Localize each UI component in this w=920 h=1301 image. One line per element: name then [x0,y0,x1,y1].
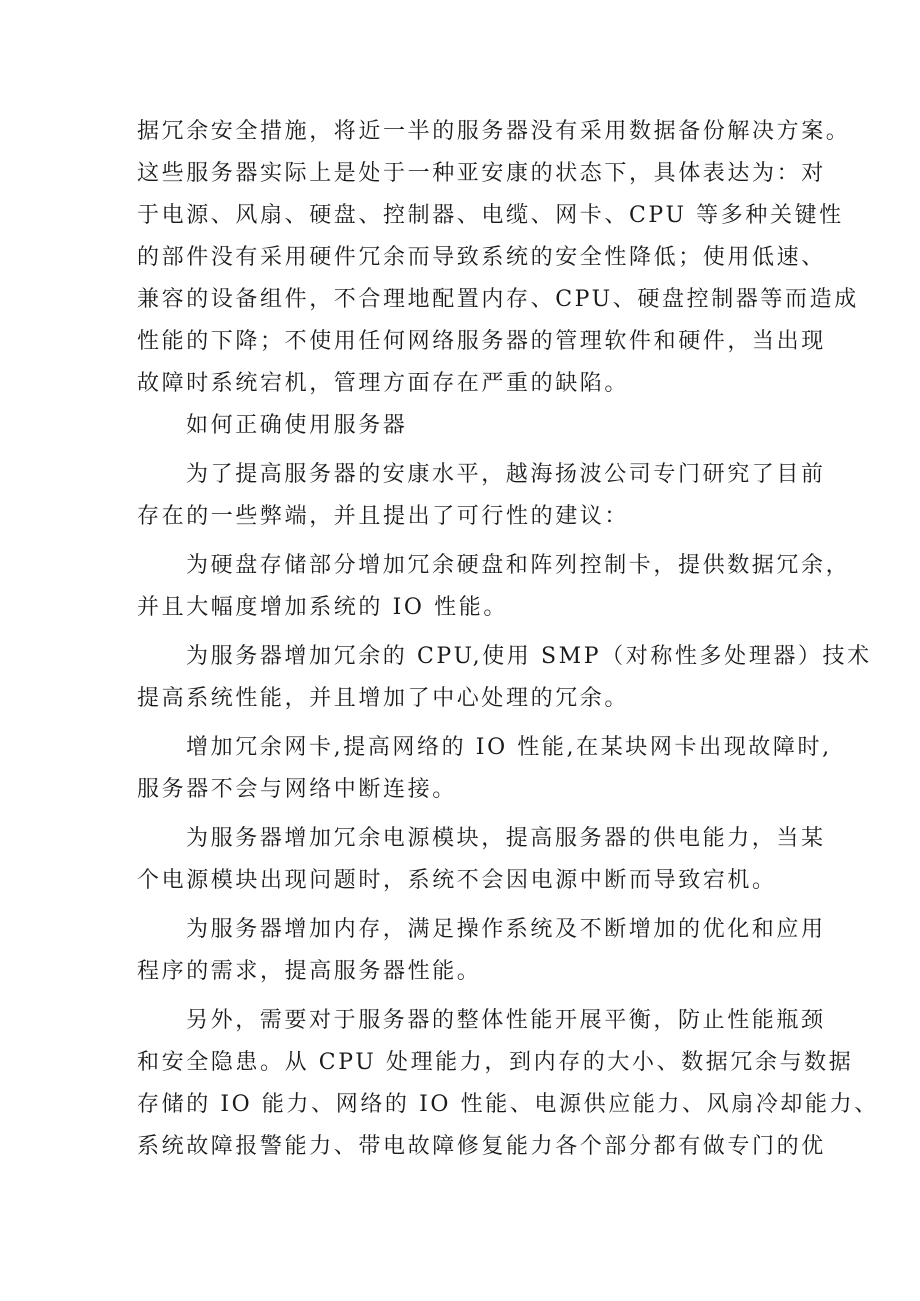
text-line: 服务器不会与网络中断连接。 [137,777,457,802]
text-line: 存储的 IO 能力、网络的 IO 性能、电源供应能力、风扇冷却能力、 [137,1092,879,1117]
text-line: 提高系统性能，并且增加了中心处理的冗余。 [137,686,630,711]
text-line: 兼容的设备组件，不合理地配置内存、CPU、硬盘控制器等而造成 [137,287,859,312]
text-line: 增加冗余网卡,提高网络的 IO 性能,在某块网卡出现故障时, [186,735,832,760]
text-line: 于电源、风扇、硬盘、控制器、电缆、网卡、CPU 等多种关键性 [137,203,844,228]
text-line: 为硬盘存储部分增加冗余硬盘和阵列控制卡，提供数据冗余， [186,553,851,578]
text-line: 和安全隐患。从 CPU 处理能力，到内存的大小、数据冗余与数据 [137,1050,854,1075]
text-line: 为了提高服务器的安康水平，越海扬波公司专门研究了目前 [186,462,826,487]
text-line: 个电源模块出现问题时，系统不会因电源中断而导致宕机。 [137,868,777,893]
text-line: 另外，需要对于服务器的整体性能开展平衡，防止性能瓶颈 [186,1008,826,1033]
text-line: 系统故障报警能力、带电故障修复能力各个部分都有做专门的优 [137,1134,826,1159]
text-line: 为服务器增加内存，满足操作系统及不断增加的优化和应用 [186,917,826,942]
text-line: 为服务器增加冗余电源模块，提高服务器的供电能力，当某 [186,826,826,851]
section-heading: 如何正确使用服务器 [186,413,408,438]
text-line: 并且大幅度增加系统的 IO 性能。 [137,595,508,620]
text-line: 性能的下降；不使用任何网络服务器的管理软件和硬件，当出现 [137,329,826,354]
text-line: 故障时系统宕机，管理方面存在严重的缺陷。 [137,371,630,396]
text-line: 这些服务器实际上是处于一种亚安康的状态下，具体表达为：对 [137,161,826,186]
text-line: 存在的一些弊端，并且提出了可行性的建议： [137,504,630,529]
text-line: 为服务器增加冗余的 CPU,使用 SMP（对称性多处理器）技术 [186,644,872,669]
text-line: 的部件没有采用硬件冗余而导致系统的安全性降低；使用低速、 [137,245,826,270]
text-line: 程序的需求，提高服务器性能。 [137,959,482,984]
text-line: 据冗余安全措施，将近一半的服务器没有采用数据备份解决方案。 [137,119,851,144]
